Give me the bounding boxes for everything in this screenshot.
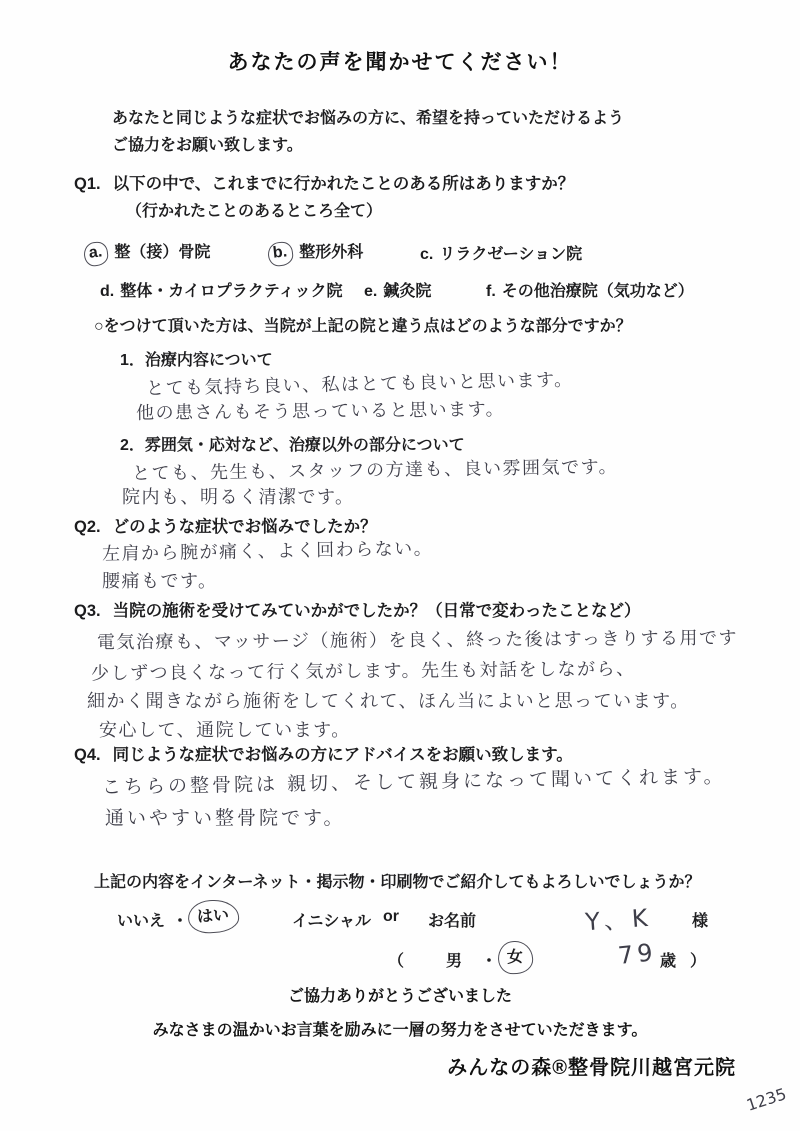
q1-sub1-label: 1．治療内容について (120, 352, 273, 369)
option-d-key: d. (100, 283, 115, 300)
q3-label: Q3. (74, 602, 101, 620)
name-label: お名前 (428, 913, 477, 930)
female-circle-mark: 女 (497, 940, 534, 975)
q1-option-c (420, 241, 582, 264)
option-e-key: e. (364, 283, 378, 300)
q1-option-f (486, 278, 694, 301)
consent-no-label: いいえ (117, 913, 166, 930)
q2-answer-line-2: 腰痛もです。 (102, 571, 218, 592)
option-b-circle-mark: b. (267, 241, 295, 268)
q1-note: （行かれたことのあるところ全て） (126, 203, 383, 220)
option-c-label: リラクゼーション院 (439, 246, 583, 263)
q3-answer-line-1: 電気治療も、マッサージ（施術）を良く、終った後はすっきりする用です (96, 627, 739, 654)
q1-sub2-label: 2．雰囲気・応対など、治療以外の部分について (120, 437, 465, 454)
female-choice (498, 941, 533, 974)
age-value-handwritten: 79 (616, 938, 658, 970)
q1-sub1-answer-line-2: 他の患さんもそう思っていると思います。 (135, 399, 506, 424)
q1-question: 以下の中で、これまでに行かれたことのある所はありますか？ (112, 175, 575, 193)
option-e-label: 鍼灸院 (383, 283, 432, 300)
q4-question: 同じような症状でお悩みの方にアドバイスをお願い致します。 (112, 746, 573, 764)
page-title: あなたの声を聞かせてください！ (227, 51, 573, 74)
q1-option-b (268, 239, 363, 266)
q3-answer-line-4: 安心して、通院しています。 (99, 720, 351, 741)
q4-label: Q4. (74, 746, 101, 764)
consent-separator-2: ・ (481, 953, 498, 970)
q1-sub1-answer-line-1: とても気持ち良い、私はとても良いと思います。 (145, 369, 574, 400)
q3-question-row (74, 597, 640, 621)
option-c-key: c. (420, 246, 434, 263)
intro-line-1: あなたと同じような症状でお悩みの方に、希望を持っていただけるよう (112, 110, 625, 127)
consent-yes-choice (188, 900, 239, 933)
name-value-handwritten: Y、K (584, 903, 653, 937)
consent-question: 上記の内容をインターネット・掲示物・印刷物でご紹介してもよろしいでしょうか？ (94, 874, 701, 891)
q1-option-e (364, 278, 431, 301)
q2-question: どのような症状でお悩みでしたか？ (112, 518, 377, 536)
handwritten-page-number: 1235 (744, 1084, 789, 1115)
male-label: 男 (446, 953, 463, 970)
q4-answer-line-2: 通いやすい整骨院です。 (105, 807, 346, 829)
initial-label: イニシャル (292, 913, 372, 930)
encouragement-message: みなさまの温かいお言葉を励みに一層の努力をさせていただきます。 (152, 1022, 648, 1039)
q4-question-row (74, 741, 573, 765)
q2-question-row (74, 513, 377, 537)
consent-separator-1: ・ (172, 913, 189, 930)
q1-label: Q1. (74, 175, 101, 193)
option-b-label: 整形外科 (299, 244, 364, 261)
option-f-key: f. (486, 283, 496, 300)
intro-line-2: ご協力をお願い致します。 (112, 137, 303, 154)
q1-option-d (100, 278, 342, 301)
gender-paren-close: ） (690, 953, 707, 970)
q2-label: Q2. (74, 518, 101, 536)
option-d-label: 整体・カイロプラクティック院 (120, 283, 343, 300)
thanks-message: ご協力ありがとうございました (287, 988, 512, 1005)
q3-question: 当院の施術を受けてみていかがでしたか？（日常で変わったことなど） (112, 602, 641, 620)
clinic-name: みんなの森®整骨院川越宮元院 (447, 1057, 736, 1079)
option-a-label: 整（接）骨院 (114, 244, 211, 261)
q4-answer-line-1: こちらの整骨院は 親切、そして親身になって聞いてくれます。 (101, 765, 726, 799)
q1-sub2-answer-line-1: とても、先生も、スタッフの方達も、良い雰囲気です。 (131, 456, 619, 485)
honorific-label: 様 (692, 913, 709, 930)
q3-answer-line-2: 少しずつ良くなって行く気がします。先生も対話をしながら、 (90, 658, 636, 685)
or-label: or (383, 908, 399, 925)
option-a-circle-mark: a. (83, 241, 110, 267)
q2-answer-line-1: 左肩から腕が痛く、よく回わらない。 (101, 538, 434, 565)
age-suffix-label: 歳 (660, 953, 677, 970)
q3-answer-line-3: 細かく聞きながら施術をしてくれて、ほん当によいと思っています。 (87, 691, 690, 712)
q1-sub2-answer-line-2: 院内も、明るく清潔です。 (122, 487, 355, 508)
q1-followup: ○をつけて頂いた方は、当院が上記の院と違う点はどのような部分ですか？ (94, 318, 632, 335)
option-f-label: その他治療院（気功など） (501, 283, 694, 300)
q1-option-a (84, 239, 210, 266)
q1-question-row (74, 170, 574, 194)
gender-paren-open: （ (388, 953, 405, 970)
yes-circle-mark: はい (187, 899, 240, 935)
